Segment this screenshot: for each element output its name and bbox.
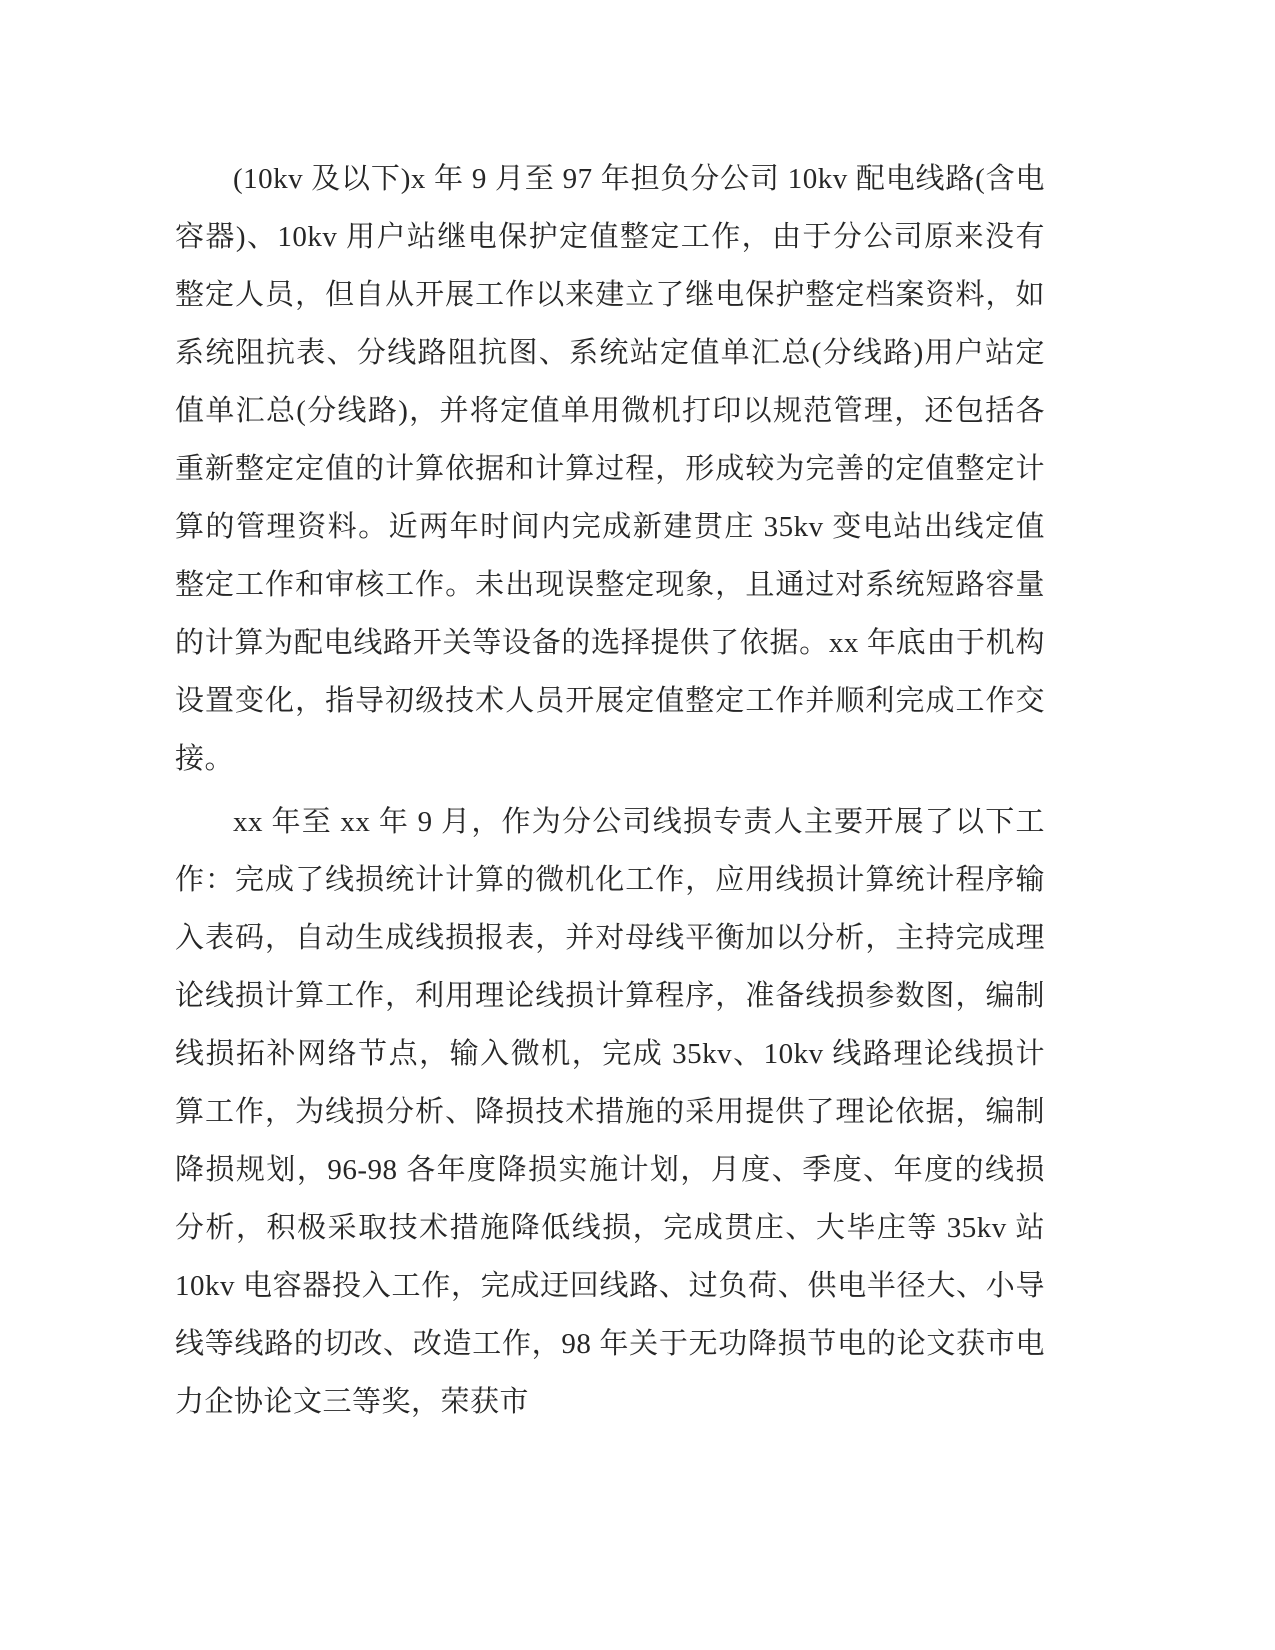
paragraph-line-loss-work: xx 年至 xx 年 9 月，作为分公司线损专责人主要开展了以下工作：完成了线损统计计算的微机化工作，应用线损计算统计程序输入表码，自动生成线损报表，并对母线平衡加以分析，主持完成理论线损计算工作，利用理论线损计算程序，准备线损参数图，编制线损拓补网络节点，输入微机，完成 35kv、10kv 线路理论线损计算工作，为线损分析、降损技术措施的采用提供了理论依据，编制降损规划，96-98 各年度降损实施计划，月度、季度、年度的线损分析，积极采取技术措施降低线损，完成贯庄、大毕庄等 35kv 站 10kv 电容器投入工作，完成迂回线路、过负荷、供电半径大、小导线等线路的切改、改造工作，98 年关于无功降损节电的论文获市电力企协论文三等奖，荣获市 — [175, 806, 1045, 1418]
paragraph-relay-protection-work: (10kv 及以下)x 年 9 月至 97 年担负分公司 10kv 配电线路(含电容器)、10kv 用户站继电保护定值整定工作，由于分公司原来没有整定人员，但自从开展工作以来建立了继电保护整定档案资料，如系统阻抗表、分线路阻抗图、系统站定值单汇总(分线路)用户站定值单汇总(分线路)，并将定值单用微机打印以规范管理，还包括各重新整定定值的计算依据和计算过程，形成较为完善的定值整定计算的管理资料。近两年时间内完成新建贯庄 35kv 变电站出线定值整定工作和审核工作。未出现误整定现象，且通过对系统短路容量的计算为配电线路开关等设备的选择提供了依据。xx 年底由于机构设置变化，指导初级技术人员开展定值整定工作并顺利完成工作交接。 — [175, 163, 1045, 775]
